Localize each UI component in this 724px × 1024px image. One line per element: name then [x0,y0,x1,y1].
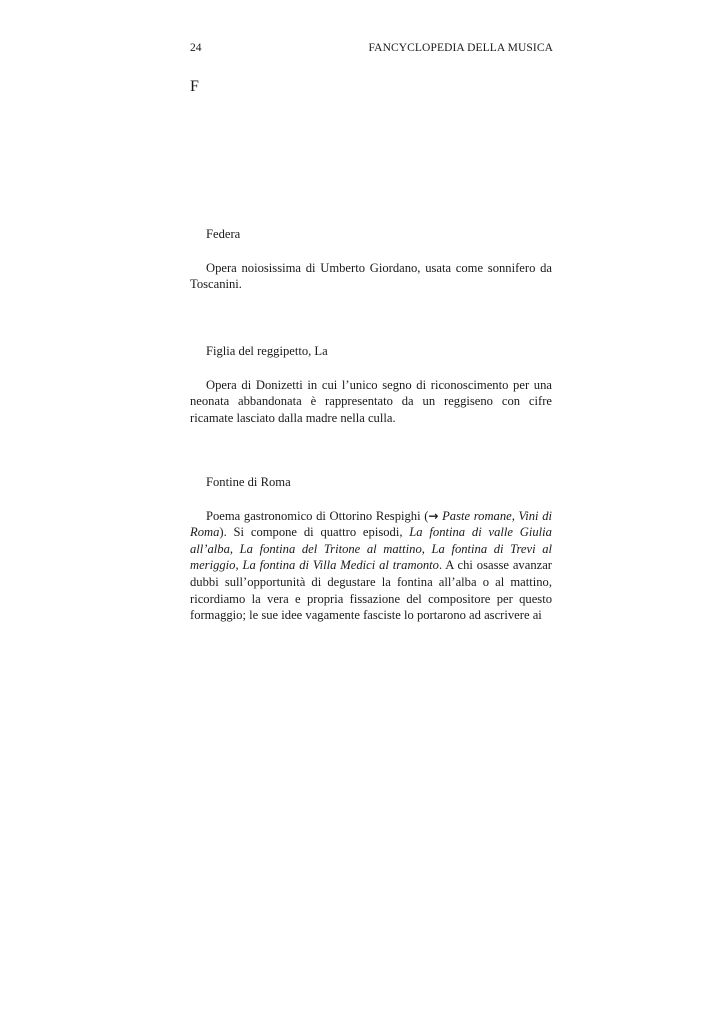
running-head: FANCYCLOPEDIA DELLA MUSICA [368,42,553,54]
episode-title: La fontina di Trevi al meriggio [190,541,553,573]
body-text: ). Si compone di quattro episodi, [219,525,410,540]
entry-federa [190,226,552,293]
entry-title: Figlia del reggipetto, La [206,344,328,358]
section-letter: F [190,78,199,95]
entry-figlia-del-reggipetto [190,343,552,426]
episode-title: La fontina di Villa Medici al tramonto [242,558,439,573]
see-also-arrow-icon: → [428,508,439,523]
body-text: Poema gastronomico di Ottorino Respighi ( [206,508,429,523]
episode-title: La fontina di valle Giulia all’alba [190,525,552,556]
separator: , [229,541,240,556]
entry-title: Federa [206,227,241,241]
entry-fontine-di-roma [190,474,552,624]
body-text: . A chi osasse avanzar dubbi sull’opportunità di degustare la fontina all’alba o al mattino, ricordiamo la vera e propria fissazione del compositore per questo formaggio; le sue idee vagamente fasciste lo portarono ad ascrivere ai [190,558,552,623]
entry-body: Opera di Donizetti in cui l’unico segno di riconoscimento per una neonata abbandonata è rappresentato da un reggiseno con cifre ricamate lasciato dalla madre nella culla. [190,377,552,425]
entry-body: Opera noiosissima di Umberto Giordano, usata come sonnifero da Toscanini. [190,260,552,292]
episode-title: La fontina del Tritone al mattino [239,541,422,556]
separator: , [235,558,243,573]
entry-title: Fontine di Roma [206,475,291,489]
separator: , [421,541,432,556]
entry-body [190,508,552,624]
cross-reference: Paste romane, Vini di Roma [190,508,552,540]
page-number: 24 [190,42,202,54]
